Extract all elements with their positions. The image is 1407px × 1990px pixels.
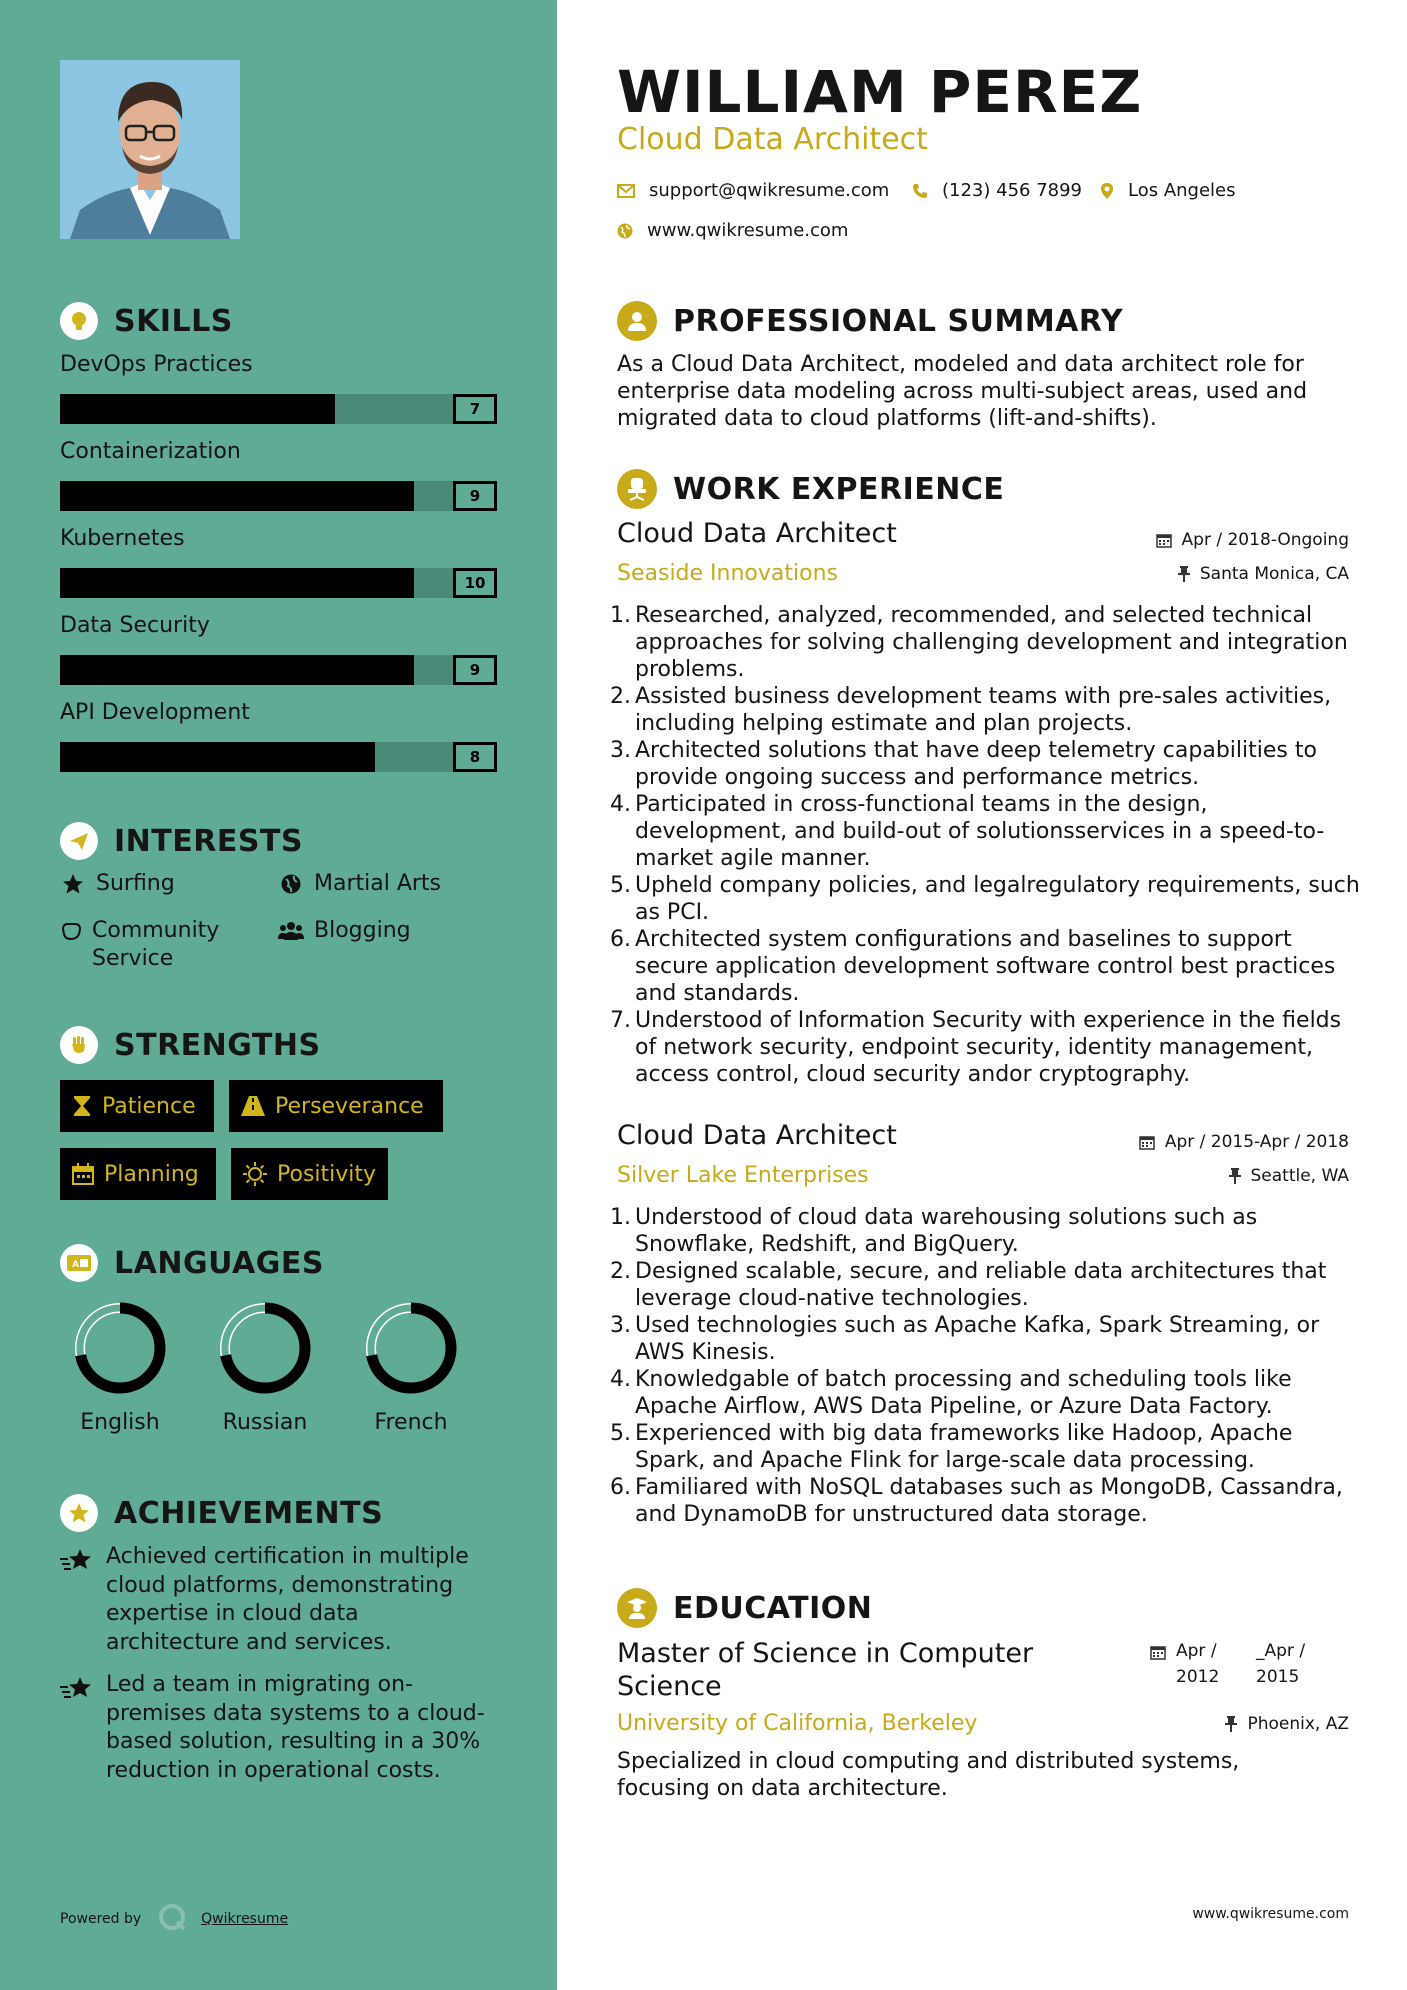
svg-text:A: A xyxy=(72,1260,79,1270)
bullet-text: Architected solutions that have deep telemetry capabilities to provide ongoing success and performance metrics. xyxy=(635,738,1317,790)
interests-header xyxy=(60,822,303,860)
summary-title: PROFESSIONAL SUMMARY xyxy=(673,303,1124,339)
language-item xyxy=(50,1300,190,1435)
languages-header xyxy=(60,1244,324,1282)
skill-bar xyxy=(60,742,497,772)
education-header xyxy=(617,1588,872,1628)
qwikresume-link[interactable]: Qwikresume xyxy=(201,1911,289,1927)
bullet-number: 5. xyxy=(610,873,631,898)
sidebar xyxy=(0,0,557,1990)
bullet-number: 4. xyxy=(610,792,631,817)
calendar-icon xyxy=(1139,1134,1155,1150)
bullet-number: 1. xyxy=(610,603,631,628)
edu-end-date: _Apr / 2015 xyxy=(1256,1641,1306,1687)
language-ring xyxy=(363,1300,459,1396)
interests-title: INTERESTS xyxy=(114,823,303,859)
bullet-text: Upheld company policies, and legalregulatory requirements, such as PCI. xyxy=(635,873,1360,925)
bullet-number: 4. xyxy=(610,1367,631,1392)
candidate-role: Cloud Data Architect xyxy=(617,122,928,157)
bullet-number: 3. xyxy=(610,1313,631,1338)
interest-item: Community Service xyxy=(60,917,260,973)
bullet-number: 6. xyxy=(610,927,631,952)
bullet-text: Participated in cross-functional teams in the design, development, and build-out of solutionsservices in a speed-to-market agile manner. xyxy=(635,792,1325,871)
interest-item: Blogging xyxy=(278,917,411,945)
skill-bar xyxy=(60,655,497,685)
job-bullet xyxy=(610,1204,1360,1258)
bullet-number: 3. xyxy=(610,738,631,763)
job-bullets xyxy=(610,602,1360,1088)
achievements-title: ACHIEVEMENTS xyxy=(114,1495,384,1531)
pushpin-icon xyxy=(1229,1168,1241,1184)
bullet-text: Researched, analyzed, recommended, and selected technical approaches for solving challenging development and integration problems. xyxy=(635,603,1348,682)
skill-item xyxy=(60,439,497,511)
contact-location: Los Angeles xyxy=(1100,180,1236,201)
strengths-header xyxy=(60,1026,321,1064)
job-title: Cloud Data Architect xyxy=(617,518,897,549)
edu-start-date: Apr / 2012 xyxy=(1176,1641,1220,1687)
job-bullet xyxy=(610,1007,1360,1088)
candidate-name: WILLIAM PEREZ xyxy=(617,58,1143,126)
footer-url[interactable]: www.qwikresume.com xyxy=(1192,1906,1349,1922)
paper-plane-icon xyxy=(60,822,98,860)
shooting-star-icon xyxy=(60,1671,96,1785)
skill-name: API Development xyxy=(60,700,250,725)
job-bullets xyxy=(610,1204,1360,1528)
achievements-header xyxy=(60,1494,383,1532)
edu-description: Specialized in cloud computing and distributed systems, focusing on data architecture. xyxy=(617,1749,1240,1801)
language-ring xyxy=(217,1300,313,1396)
profile-photo xyxy=(60,60,240,239)
edu-dates xyxy=(1150,1638,1320,1690)
job-location: Santa Monica, CA xyxy=(1178,564,1349,584)
qwikresume-logo-icon xyxy=(157,1902,187,1936)
skill-level: 10 xyxy=(453,568,497,598)
bullet-text: Familiared with NoSQL databases such as MongoDB, Cassandra, and DynamoDB for unstructured data storage. xyxy=(635,1475,1343,1527)
company-name: Seaside Innovations xyxy=(617,561,838,586)
bullet-text: Used technologies such as Apache Kafka, Spark Streaming, or AWS Kinesis. xyxy=(635,1313,1320,1365)
language-item xyxy=(341,1300,481,1435)
job-bullet xyxy=(610,1258,1360,1312)
job-bullet xyxy=(610,1366,1360,1420)
skill-bar-fill xyxy=(60,742,375,772)
contact-website[interactable]: www.qwikresume.com xyxy=(617,220,848,241)
strength-tag: Perseverance xyxy=(229,1080,443,1132)
skill-level: 9 xyxy=(453,481,497,511)
job-bullet xyxy=(610,683,1360,737)
contact-email[interactable]: support@qwikresume.com xyxy=(617,180,889,201)
bullet-number: 6. xyxy=(610,1475,631,1500)
map-pin-icon xyxy=(1100,182,1114,200)
globe-icon xyxy=(617,223,633,239)
job-dates: Apr / 2015-Apr / 2018 xyxy=(1139,1132,1349,1152)
job-bullet xyxy=(610,872,1360,926)
skill-bar xyxy=(60,568,497,598)
experience-title: WORK EXPERIENCE xyxy=(673,471,1005,507)
interest-item: Surfing xyxy=(60,870,175,898)
office-chair-icon xyxy=(617,469,657,509)
phone-icon xyxy=(912,183,928,199)
skill-item xyxy=(60,613,497,685)
job-bullet xyxy=(610,1312,1360,1366)
skill-level: 7 xyxy=(453,394,497,424)
strength-tag: Planning xyxy=(60,1148,216,1200)
calendar-icon xyxy=(1150,1638,1166,1690)
skill-name: DevOps Practices xyxy=(60,352,253,377)
language-ring xyxy=(72,1300,168,1396)
bullet-text: Understood of Information Security with experience in the fields of network security, endpoint security, identity management, access control, cloud security andor cryptography. xyxy=(635,1008,1342,1087)
user-icon xyxy=(617,301,657,341)
star-icon xyxy=(60,870,86,895)
skill-name: Kubernetes xyxy=(60,526,185,551)
experience-header xyxy=(617,469,1004,509)
skill-item xyxy=(60,352,497,424)
skills-header xyxy=(60,302,233,340)
skill-bar-fill xyxy=(60,655,414,685)
envelope-icon xyxy=(617,184,635,198)
job-bullet xyxy=(610,1474,1360,1528)
skill-bar-fill xyxy=(60,568,414,598)
summary-text: As a Cloud Data Architect, modeled and data architect role for enterprise data modeling across multi-subject areas, used and migrated data to cloud platforms (lift-and-shifts). xyxy=(617,352,1308,431)
interest-item: Martial Arts xyxy=(278,870,441,898)
job-title: Cloud Data Architect xyxy=(617,1120,897,1151)
skill-name: Data Security xyxy=(60,613,210,638)
strength-tag: Patience xyxy=(60,1080,214,1132)
company-name: Silver Lake Enterprises xyxy=(617,1163,869,1188)
skill-bar xyxy=(60,394,497,424)
bullet-text: Experienced with big data frameworks like Hadoop, Apache Spark, and Apache Flink for large-scale data processing. xyxy=(635,1421,1293,1473)
degree-title: Master of Science in Computer Science xyxy=(617,1638,1034,1702)
bullet-text: Assisted business development teams with pre-sales activities, including helping estimate and plan projects. xyxy=(635,684,1332,736)
strengths-title: STRENGTHS xyxy=(114,1027,321,1063)
language-name: French xyxy=(374,1410,448,1435)
job-bullet xyxy=(610,1420,1360,1474)
shooting-star-icon xyxy=(60,1543,96,1657)
skill-level: 8 xyxy=(453,742,497,772)
star-badge-icon xyxy=(60,1494,98,1532)
contact-phone[interactable]: (123) 456 7899 xyxy=(912,180,1082,201)
lightbulb-icon xyxy=(60,302,98,340)
skill-bar-fill xyxy=(60,394,335,424)
skill-item xyxy=(60,526,497,598)
job-dates: Apr / 2018-Ongoing xyxy=(1156,530,1349,550)
education-title: EDUCATION xyxy=(673,1590,873,1626)
job-bullet xyxy=(610,791,1360,872)
pushpin-icon xyxy=(1178,566,1190,582)
skill-item xyxy=(60,700,497,772)
bullet-number: 2. xyxy=(610,684,631,709)
summary-header xyxy=(617,301,1123,341)
languages-title: LANGUAGES xyxy=(114,1245,324,1281)
job-bullet xyxy=(610,602,1360,683)
job-bullet xyxy=(610,926,1360,1007)
skills-title: SKILLS xyxy=(114,303,233,339)
sun-icon xyxy=(243,1162,267,1186)
hand-icon xyxy=(60,917,82,942)
powered-by: Powered by Qwikresume xyxy=(60,1902,288,1936)
skill-bar xyxy=(60,481,497,511)
skill-name: Containerization xyxy=(60,439,241,464)
users-icon xyxy=(278,917,304,942)
achievement-item: Achieved certification in multiple cloud platforms, demonstrating expertise in cloud data architecture and services. xyxy=(60,1543,490,1657)
bullet-text: Designed scalable, secure, and reliable data architectures that leverage cloud-native technologies. xyxy=(635,1259,1327,1311)
calendar-icon xyxy=(72,1163,94,1185)
road-icon xyxy=(241,1096,265,1116)
globe-icon xyxy=(278,870,304,895)
strength-tag: Positivity xyxy=(231,1148,388,1200)
language-card-icon xyxy=(60,1244,98,1282)
edu-location: Phoenix, AZ xyxy=(1225,1714,1349,1734)
language-item xyxy=(195,1300,335,1435)
bullet-number: 1. xyxy=(610,1205,631,1230)
pushpin-icon xyxy=(1225,1716,1237,1732)
achievement-item: Led a team in migrating on-premises data systems to a cloud-based solution, resulting in a 30% reduction in operational costs. xyxy=(60,1671,490,1785)
bullet-text: Understood of cloud data warehousing solutions such as Snowflake, Redshift, and BigQuery. xyxy=(635,1205,1258,1257)
graduate-icon xyxy=(617,1588,657,1628)
job-bullet xyxy=(610,737,1360,791)
bullet-text: Knowledgable of batch processing and scheduling tools like Apache Airflow, AWS Data Pipeline, or Azure Data Factory. xyxy=(635,1367,1292,1419)
fist-icon xyxy=(60,1026,98,1064)
school-name: University of California, Berkeley xyxy=(617,1711,978,1736)
job-location: Seattle, WA xyxy=(1229,1166,1350,1186)
skill-level: 9 xyxy=(453,655,497,685)
bullet-number: 2. xyxy=(610,1259,631,1284)
bullet-text: Architected system configurations and baselines to support secure application development software control best practices and standards. xyxy=(635,927,1336,1006)
language-name: Russian xyxy=(222,1410,308,1435)
skill-bar-fill xyxy=(60,481,414,511)
language-name: English xyxy=(80,1410,160,1435)
bullet-number: 7. xyxy=(610,1008,631,1033)
calendar-icon xyxy=(1156,532,1172,548)
bullet-number: 5. xyxy=(610,1421,631,1446)
hourglass-icon xyxy=(72,1095,92,1117)
